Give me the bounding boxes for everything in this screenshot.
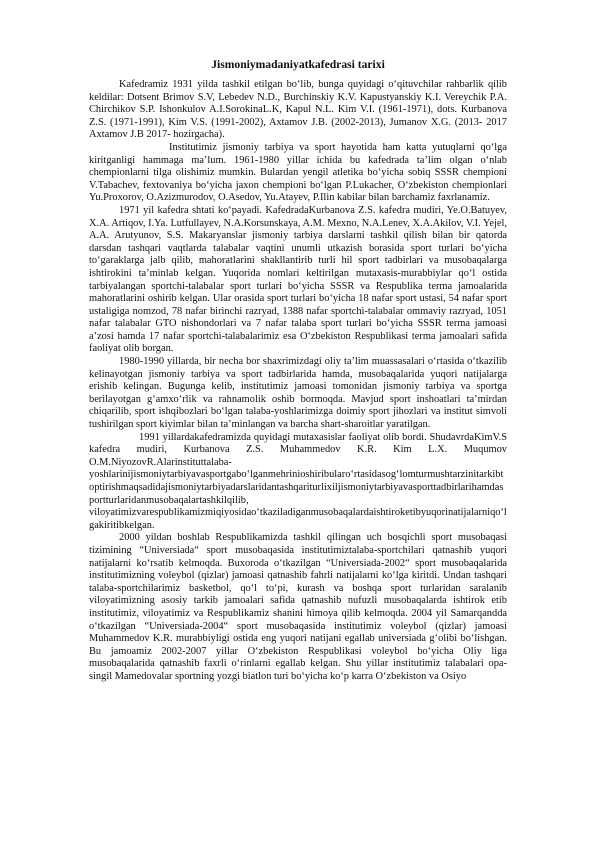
paragraph-1980-1990: 1980-1990 yillarda, bir necha bor shaxrimizdagi oliy ta’lim muassasalari o‘rtasida o‘tkazilib kelinayotgan jismoniy tarbiya va sport tadbirlarida hamda, musobaqalarida yuqori natijalarga erishib kelingan. Bugunga kelib, institutimiz jamoasi tomonidan jismoniy tarbiya va sportga berilayotgan g‘amxo‘rlik va rahnamolik oshib bormoqda. Mavjud sport inshoatlari ta’mirdan chiqarilib, sport ishqibozlari bo‘lgan talaba-yoshlarimizga doimiy sport jihozlari va institut simvoli tushirilgan sport kiyimlar bilan ta’minlangan va barcha shart-sharoitlar yaratilgan. xyxy=(89,356,507,431)
paragraph-1991-end: viloyatimizvarespublikamizmiqiyosidao‘tkaziladiganmusobaqalardaishtiroketibyuqorinatijalarniqo‘lgakiritibkelgan. xyxy=(89,507,507,531)
paragraph-2000: 2000 yildan boshlab Respublikamizda tashkil qilingan uch bosqichli sport musobaqasi tizimining “Universiada“ sport musobaqasida institutimiztalaba-sportchilari qatnashib yuqori natijalarni ko‘rsatib kelmoqda. Buxoroda o‘tkazilgan “Universiada-2002“ sport musobaqalarida institutimizning voleybol (qizlar) jamoasi qatnashib fahrli natijalarni ko‘lga kiritdi. Undan tashqari talaba-sportchilarimiz basketbol, qo‘l to‘pi, kurash va boshqa sport turlaridan saralanib viloyatimizning asosiy tarkib jamoalari safida qatnashib nufuzli musobaqalarda ishtirok etib institutimiz, viloyatimiz va Respublikamiz shanini himoya qilib kelmoqda. 2004 yil Samarqandda o‘tkazilgan “Universiada-2004“ sport musobaqasida institutimiz voleybol (qizlar) jamoasi Muhammedov K.R. murabbiyligi ostida eng yuqori natijani egallab universiada g‘olibi bo‘lishgan. Bu jamoamiz 2002-2007 yillar O‘zbekiston Respublikasi voleybol bo‘yicha Oliy liga musobaqalarida qatnashib faxrli o‘rinlarni egallab kelgan. Shu yillar institutimiz talabalari opa-singil Mamedovalar sportning yozgi biatlon turi bo‘yicha ko‘p karra O‘zbekiston va Osiyo xyxy=(89,532,507,682)
document-page xyxy=(89,58,507,684)
paragraph-1971: 1971 yil kafedra shtati ko‘payadi. KafedradaKurbanova Z.S. kafedra mudiri, Ye.O.Batuyev, X.A. Artiqov, I.Ya. Lutfullayev, N.A.Korsunskaya, A.M. Mexno, N.A.Lenev, X.A.Akilov, V.I. Yejel, A.A. Arutyunov, S.S. Makaryanslar jismoniy tarbiya darslarni tashkil qilish bilan bir qatorda darsdan tashqari vaqtlarda talabalar vaqtini unumli utkazish borasida sport turlari bo‘yicha to‘garaklarga jalb qilib, mahoratlarini shakllantirib turli hil sport tadbirlari va musobaqalarga ishtirokini ta’minlab kelgan. Yuqorida nomlari keltirilgan mutaxasis-murabbiylar qo‘l ostida tarbiyalangan sportchi-talabalar sport turlari bo‘yicha SSSR va Respublika terma jamoalarida mahoratlarini oshirib kelgan. Ular orasida sport turlari bo‘yicha 18 nafar sport ustasi, 54 nafar sport ustaligiga nomzod, 78 nafar birinchi razryad, 1388 nafar sportchi-talabalar ommaviy razryad, 1051 nafar talabalar GTO nishondorlari va 7 nafar talaba sport turlari bo‘yicha SSSR terma jamoasi a’zosi hamda 17 nafar sportchi-talabalarimiz esa O‘zbekiston Respublikasi terma jamoalari safida faoliyat olib borgan. xyxy=(89,204,507,355)
page-title: Jismoniymadaniyatkafedrasi tarixi xyxy=(211,58,385,71)
paragraph-1991: 1991 yillardakafedramizda quyidagi mutaxasislar faoliyat olib bordi. ShudavrdaKimV.S kafedra mudiri, Kurbanova Z.S. Muhammedov K.R. Kim L.X. Muqumov O.M.NiyozovR.Alarinstituttalaba- xyxy=(89,431,507,468)
paragraph-history: Kafedramiz 1931 yilda tashkil etilgan bo‘lib, bunga quyidagi o‘qituvchilar rahbarlik qilib keldilar: Dotsent Brimov S.V, Lebedev N.D., Burchinskiy K.V. Kapustyanskiy K.I. Vereychik P.A. Chirchikov S.P. Ishonkulov A.I.SorokinaL.K, Kapul N.L. Kim V.I. (1961-1971), dots. Kurbanova Z.S. (1971-1991), Kim V.S. (1991-2002), Axtamov J.B. (2002-2013), Jumanov X.G. (2013- 2017 Axtamov J.B 2017- hozirgacha). xyxy=(89,79,507,141)
paragraph-achievements: Institutimiz jismoniy tarbiya va sport hayotida ham katta yutuqlarni qo‘lga kiritganligi hammaga ma’lum. 1961-1980 yillar ichida bu kafedrada ta’lim olgan o‘nlab chempionlarni tilga olishimiz mumkin. Bulardan yengil atletika bo‘yicha sobiq SSSR chempioni V.Tabachev, fextovaniya bo‘yicha jaxon chempioni bo‘lgan P.Lukacher, O‘zbekiston chempionlari Yu.Proxorov, O.Azizmurodov, O.Asedov, Yu.Atayev, P.Ilin kabilar bilan barchamiz faxrlanamiz. xyxy=(89,141,507,204)
paragraph-1991-continued: yoshlarinijismoniytarbiyavasportgabo‘lganmehrinioshiribularo‘rtasidasog‘lomturmushtarzinitarkibtoptirishmaqsadidajismoniytarbiyadarslaridantashqariturlixiljismoniytarbiyavasporttadbirlarihamdasportturlaridanmusobaqalartashkilqilib, xyxy=(89,469,504,506)
